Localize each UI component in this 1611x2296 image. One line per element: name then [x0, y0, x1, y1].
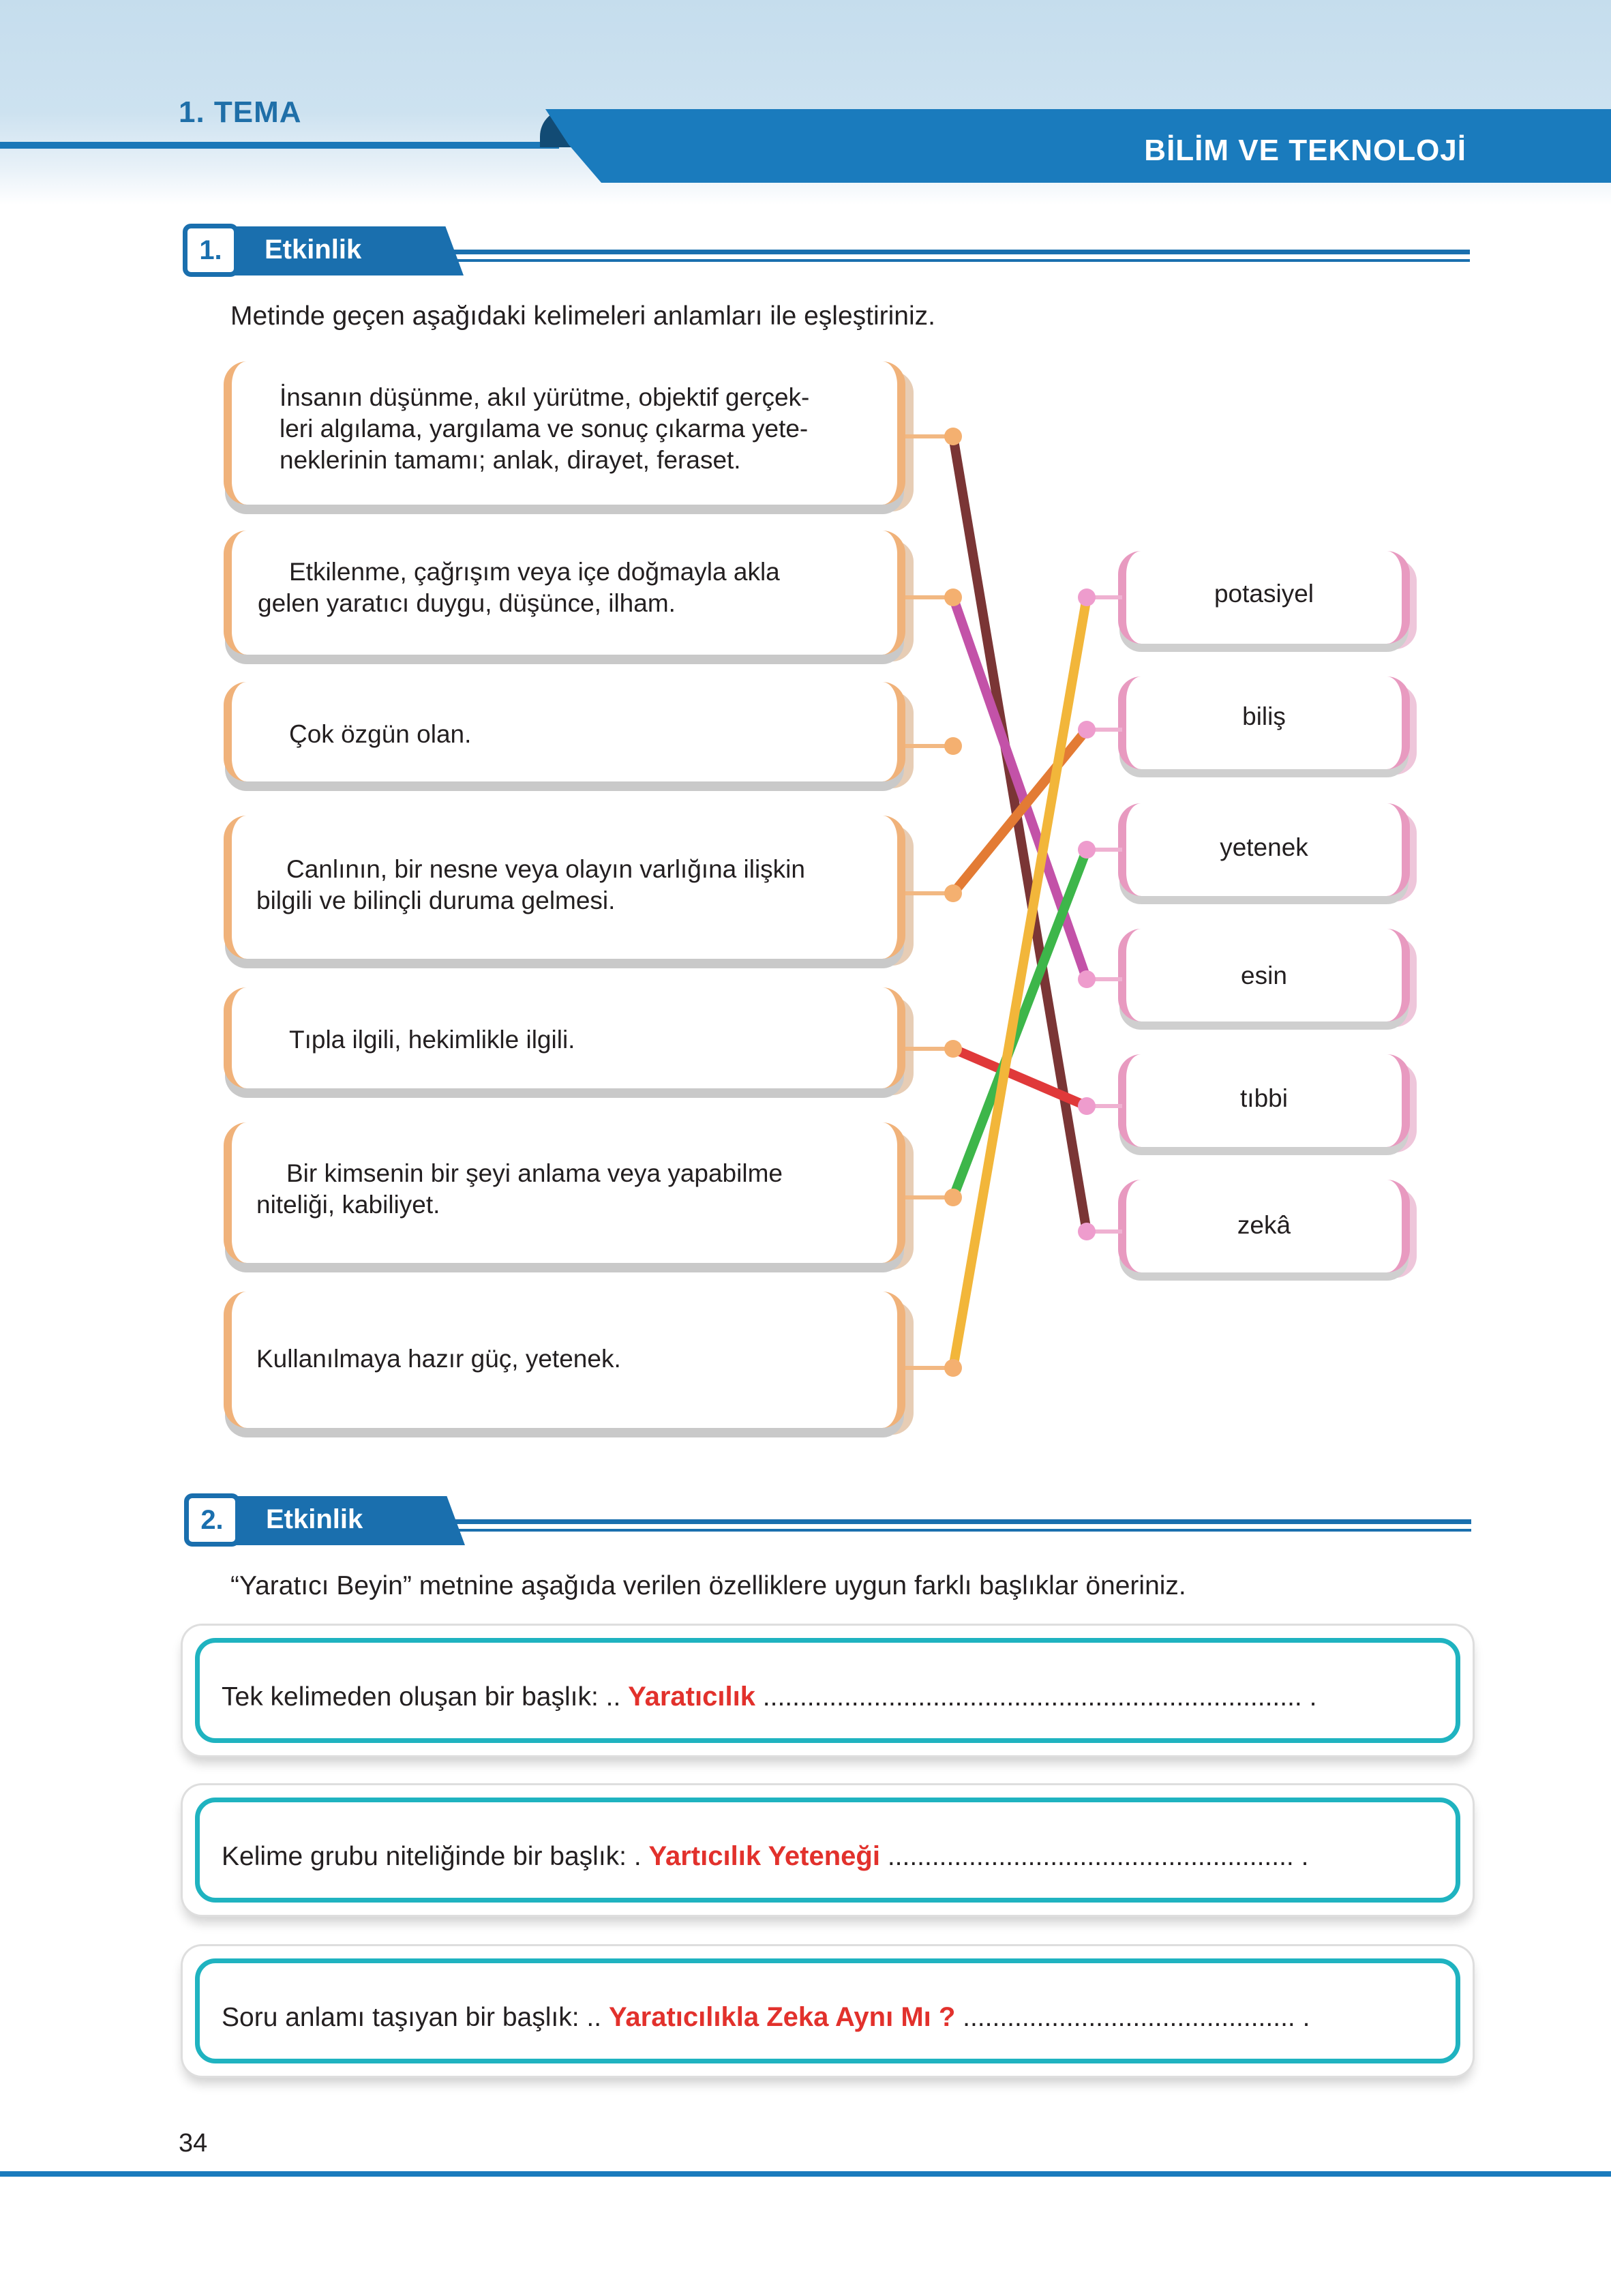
- definition-connector-knob[interactable]: [944, 1040, 962, 1058]
- theme-name: BİLİM VE TEKNOLOJİ: [1144, 134, 1466, 167]
- word-label: yetenek: [1220, 833, 1308, 861]
- definition-text-line: Canlının, bir nesne veya olayın varlığına ilişkin: [286, 855, 805, 883]
- definition-text-line: niteliği, kabiliyet.: [256, 1191, 440, 1219]
- page-number: 34: [179, 2129, 208, 2158]
- answer-line-question: [222, 2002, 1310, 2033]
- match-line: [953, 436, 1087, 1232]
- match-line: [953, 597, 1087, 979]
- word-connector-knob[interactable]: [1078, 588, 1096, 606]
- definition-text-line: leri algılama, yargılama ve sonuç çıkarma yete-: [280, 415, 809, 443]
- activity2-rule-thin: [451, 1529, 1471, 1532]
- answer-value: Yaratıcılıkla Zeka Aynı Mı ?: [608, 2002, 956, 2032]
- definition-connector-knob[interactable]: [944, 428, 962, 445]
- activity1-label: Etkinlik: [265, 235, 362, 265]
- word-label: tıbbi: [1240, 1084, 1288, 1112]
- activity2-rule: [451, 1519, 1471, 1524]
- definition-connector-knob[interactable]: [944, 1359, 962, 1377]
- theme-number: 1. TEMA: [179, 95, 302, 129]
- definition-connector-knob[interactable]: [944, 737, 962, 755]
- activity2-number: 2.: [184, 1493, 240, 1547]
- answer-prompt: Tek kelimeden oluşan bir başlık: ..: [222, 1682, 621, 1712]
- definition-text-line: Kullanılmaya hazır güç, yetenek.: [256, 1345, 621, 1373]
- definition-text-line: Tıpla ilgili, hekimlikle ilgili.: [289, 1026, 575, 1054]
- word-connector-knob[interactable]: [1078, 970, 1096, 988]
- answer-dots: ............................................. .: [963, 2003, 1310, 2032]
- answer-line-single-word: [222, 1682, 1316, 1712]
- word-label: esin: [1241, 961, 1287, 989]
- definition-text-line: İnsanın düşünme, akıl yürütme, objektif gerçek-: [280, 383, 810, 411]
- word-connector-knob[interactable]: [1078, 841, 1096, 859]
- answer-dots: ....................................................... .: [887, 1842, 1309, 1871]
- definition-text-line: neklerinin tamamı; anlak, dirayet, feraset.: [280, 446, 741, 474]
- answer-line-word-group: [222, 1841, 1308, 1872]
- match-line: [953, 730, 1087, 893]
- answer-value: Yaratıcılık: [628, 1682, 755, 1712]
- answer-prompt: Soru anlamı taşıyan bir başlık: ..: [222, 2003, 602, 2032]
- word-connector-knob[interactable]: [1078, 1097, 1096, 1115]
- answer-value: Yartıcılık Yeteneği: [648, 1841, 880, 1871]
- answer-prompt: Kelime grubu niteliğinde bir başlık: .: [222, 1842, 642, 1871]
- word-connector-knob[interactable]: [1078, 1223, 1096, 1240]
- activity2-instruction: “Yaratıcı Beyin” metnine aşağıda verilen özelliklere uygun farklı başlıklar öneriniz.: [230, 1571, 1186, 1600]
- match-line: [953, 850, 1087, 1197]
- match-line: [953, 597, 1087, 1368]
- activity2-label: Etkinlik: [266, 1504, 363, 1534]
- word-label: potasiyel: [1214, 580, 1314, 608]
- definition-text-line: Çok özgün olan.: [289, 720, 472, 748]
- activity1-number: 1.: [183, 224, 239, 277]
- match-line: [953, 1049, 1087, 1106]
- word-label: biliş: [1242, 702, 1286, 730]
- definition-text-line: Bir kimsenin bir şeyi anlama veya yapabilme: [286, 1159, 783, 1187]
- word-connector-knob[interactable]: [1078, 721, 1096, 739]
- definition-text-line: bilgili ve bilinçli duruma gelmesi.: [256, 886, 616, 914]
- definition-connector-knob[interactable]: [944, 588, 962, 606]
- definition-text-line: gelen yaratıcı duygu, düşünce, ilham.: [258, 589, 676, 617]
- definition-text-line: Etkilenme, çağrışım veya içe doğmayla akla: [289, 558, 780, 586]
- definition-connector-knob[interactable]: [944, 884, 962, 902]
- definition-connector-knob[interactable]: [944, 1189, 962, 1206]
- footer-rule: [0, 2171, 1611, 2177]
- answer-dots: ......................................................................... .: [762, 1682, 1317, 1712]
- word-label: zekâ: [1237, 1211, 1291, 1239]
- activity1-instruction: Metinde geçen aşağıdaki kelimeleri anlamları ile eşleştiriniz.: [230, 301, 935, 331]
